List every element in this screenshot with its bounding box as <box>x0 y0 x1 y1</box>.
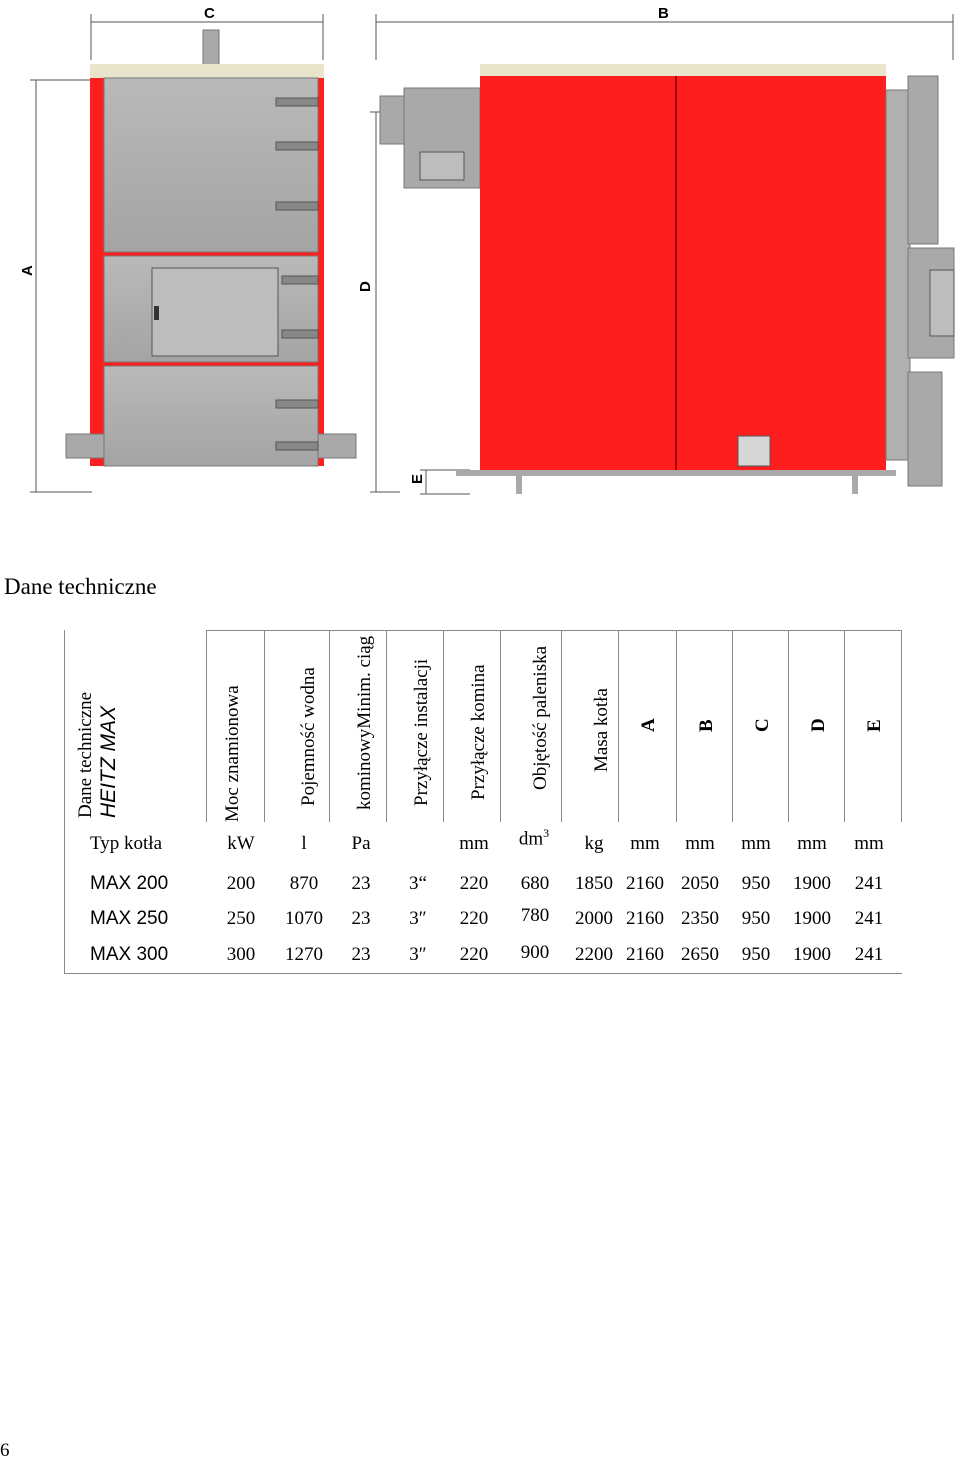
value-cell: 1900 <box>793 944 831 965</box>
unit-cell: Pa <box>351 833 371 854</box>
value-cell: 3″ <box>409 908 427 929</box>
value-cell: 241 <box>854 873 884 894</box>
value-cell: 900 <box>520 942 550 963</box>
boiler-front-view <box>66 30 356 466</box>
unit-cell: kW <box>227 833 255 854</box>
header-pojemnosc-wodna: Pojemność wodna <box>298 667 319 806</box>
boiler-technical-drawing <box>0 0 960 500</box>
value-cell: 2160 <box>626 944 664 965</box>
dimension-label-c: C <box>204 5 215 22</box>
value-cell: 250 <box>226 908 256 929</box>
value-cell: 1270 <box>285 944 323 965</box>
value-cell: 2050 <box>681 873 719 894</box>
header-objetosc-paleniska: Objętość paleniska <box>530 645 551 790</box>
header-a: A <box>638 718 659 732</box>
value-cell: 2160 <box>626 908 664 929</box>
unit-cell: mm <box>685 833 715 854</box>
value-cell: 870 <box>289 873 319 894</box>
header-e: E <box>864 719 885 732</box>
value-cell: 2160 <box>626 873 664 894</box>
dimension-label-a: A <box>19 265 36 276</box>
value-cell: 950 <box>741 944 771 965</box>
dimension-label-e: E <box>409 473 426 484</box>
value-cell: 780 <box>520 905 550 926</box>
value-cell: 680 <box>520 873 550 894</box>
header-przylacze-komina: Przyłącze komina <box>468 664 489 800</box>
dimension-label-b: B <box>658 5 669 22</box>
value-cell: 241 <box>854 908 884 929</box>
dimension-d <box>370 112 400 492</box>
value-cell: 1900 <box>793 873 831 894</box>
value-cell: 241 <box>854 944 884 965</box>
value-cell: 23 <box>351 908 371 929</box>
unit-cell: kg <box>584 833 604 854</box>
boiler-side-view <box>380 64 954 494</box>
page-number: 6 <box>0 1440 10 1461</box>
value-cell: 2650 <box>681 944 719 965</box>
header-c: C <box>752 718 773 732</box>
unit-cell: mm <box>797 833 827 854</box>
value-cell: 3“ <box>409 873 427 894</box>
dimension-label-d: D <box>357 281 374 292</box>
value-cell: 23 <box>351 873 371 894</box>
table-title-cell <box>64 630 206 822</box>
header-przylacze-instalacji: Przyłącze instalacji <box>411 658 432 806</box>
model-name: MAX 300 <box>90 944 169 965</box>
value-cell: 23 <box>351 944 371 965</box>
value-cell: 1850 <box>575 873 613 894</box>
table-title: Dane techniczne <box>75 691 96 818</box>
header-b: B <box>696 719 717 732</box>
header-d: D <box>808 718 829 732</box>
model-name: MAX 200 <box>90 873 169 894</box>
unit-cell: mm <box>459 833 489 854</box>
header-minim-ciag-kominowy: kominowyMinim. ciąg <box>354 635 375 810</box>
table-subtitle: HEITZ MAX <box>97 705 120 818</box>
header-moc-znamionowa: Moc znamionowa <box>222 685 243 822</box>
value-cell: 2000 <box>575 908 613 929</box>
value-cell: 220 <box>459 944 489 965</box>
value-cell: 220 <box>459 873 489 894</box>
value-cell: 2350 <box>681 908 719 929</box>
unit-cell: l <box>301 833 307 854</box>
unit-cell: mm <box>630 833 660 854</box>
value-cell: 950 <box>741 873 771 894</box>
unit-cell: mm <box>854 833 884 854</box>
value-cell: 200 <box>226 873 256 894</box>
unit-cell-dm3: $dm^3$ <box>518 826 550 850</box>
value-cell: 300 <box>226 944 256 965</box>
value-cell: 220 <box>459 908 489 929</box>
value-cell: 1070 <box>285 908 323 929</box>
model-name: MAX 250 <box>90 908 169 929</box>
value-cell: 1900 <box>793 908 831 929</box>
dimension-a <box>30 80 92 492</box>
section-title: Dane techniczne <box>4 574 157 599</box>
value-cell: 3″ <box>409 944 427 965</box>
units-row-label: Typ kotła <box>90 833 163 854</box>
value-cell: 2200 <box>575 944 613 965</box>
unit-cell: mm <box>741 833 771 854</box>
value-cell: 950 <box>741 908 771 929</box>
header-masa-kotla: Masa kotła <box>591 688 612 772</box>
